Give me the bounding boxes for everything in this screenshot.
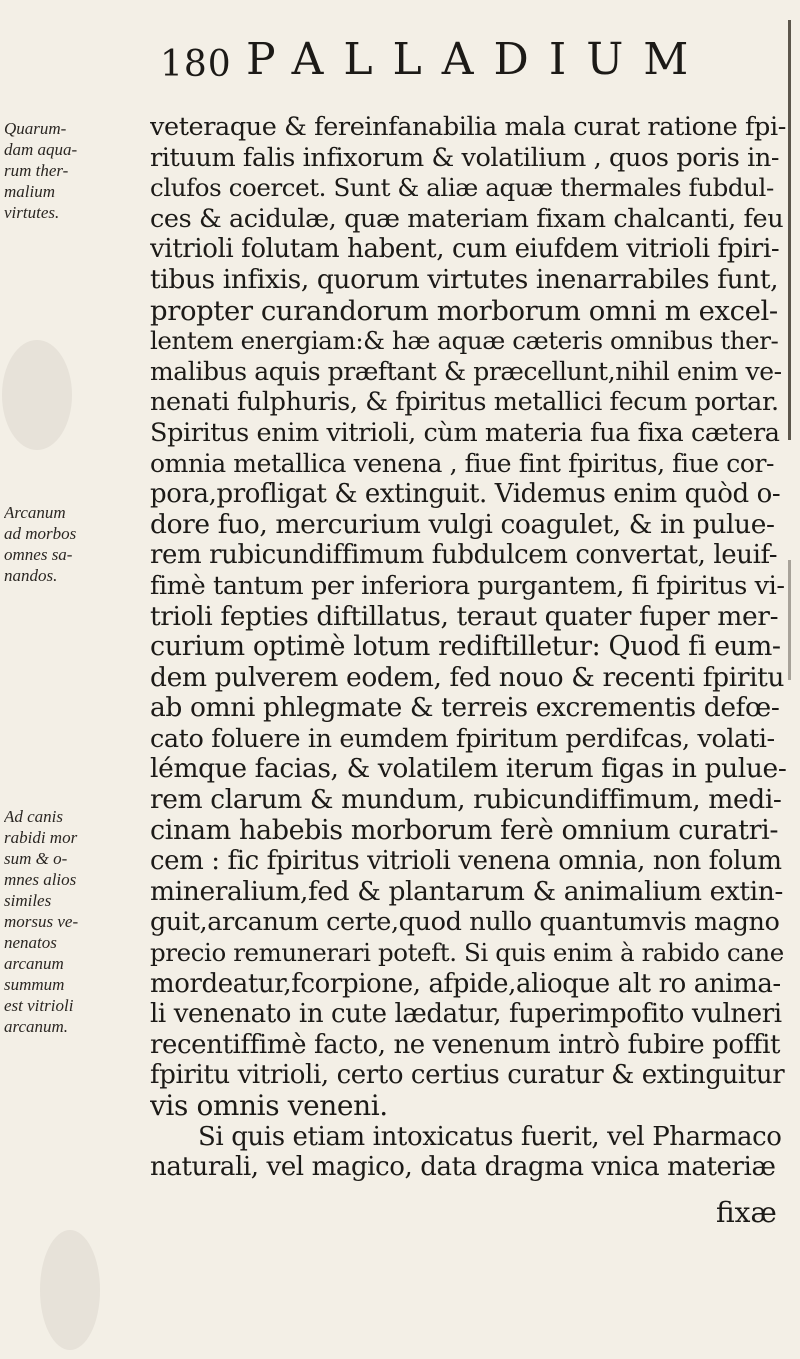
text-line: vis omnis veneni. [150,1091,388,1122]
text-line: naturali, vel magico, data dragma vnica materiæ [150,1152,776,1183]
margin-note-line: similes [4,891,52,910]
text-line: pora,profligat & extinguit. Videmus enim quòd o- [150,479,781,510]
margin-note-line: nandos. [4,566,58,585]
margin-note-arcanum [4,502,130,586]
paper-stain [2,340,72,450]
margin-note-line: ad morbos [4,524,77,543]
text-line: cinam habebis morborum ferè omnium curatri- [150,815,779,846]
margin-note-line: Arcanum [4,503,66,522]
text-line: curium optimè lotum redіftilletur: Quod fi eum- [150,632,781,663]
page-edge-shadow [788,560,791,680]
text-line: veteraque & fereinfanabilia mala curat ratione fpi- [150,112,786,142]
text-line: rituum falis infixorum & volatilium , quos poris in- [150,142,780,173]
text-line: mineralium,fed & plantarum & animalium extin- [150,876,783,907]
text-line: dem pulverem eodem, fed nouo & recenti fpiritu [150,662,785,693]
margin-note-line: Ad canis [4,807,64,826]
text-line: propter curandorum morborum omni m excel- [150,295,778,327]
text-line: ces & acidulæ, quæ materiam fixam chalcanti, feu [150,203,784,234]
text-line: Spiritus enim vitrioli, cùm materia fua fixa cætera [150,417,780,448]
margin-note-line: virtutes. [4,203,60,222]
running-title: PALLADIUM [246,34,709,85]
margin-note-line: morsus ve- [4,912,79,931]
margin-note-line: arcanum [4,954,64,973]
text-line: mordeatur,fcorpione, afpide,alioque alt ro anima- [150,968,781,999]
catchword: fixæ [716,1196,777,1229]
page-edge-shadow [788,20,791,440]
page-number: 180 [160,44,232,85]
margin-note-line: dam aqua- [4,140,78,159]
margin-note-rabid-dog [4,806,130,1037]
body-text [150,112,786,1183]
text-line: lémque facias, & volatilem iterum figas in pulue- [150,754,786,785]
text-line: fpiritu vitrioli, certo certius curatur & extinguitur [150,1060,785,1091]
text-line: clufos coercet. Sunt & aliæ aquæ thermales fubdul- [150,173,774,203]
margin-note-line: arcanum. [4,1017,69,1036]
text-line: precio remunerari poteft. Si quis enim à rabido cane [150,938,784,968]
text-line: cato foluere in eumdem fpiritum perdifcas, volati- [150,723,775,754]
margin-note-line: rabidi mor [4,828,78,847]
text-line: cem : fic fpiritus vitrioli venena omnia, non folum [150,846,782,877]
text-line: recentiffimè facto, ne venenum intrò fubire poffit [150,1029,781,1060]
text-line: tibus infixis, quorum virtutes inenarrabiles funt, [150,264,779,295]
text-line: malibus aquis præftant & præcellunt,nihil enim ve- [150,356,782,386]
text-line: omnia metallica venena , fiue fint fpiritus, fiue cor- [150,448,775,478]
text-line: nenati fulphuris, & fpiritus metallici fecum portar. [150,387,779,418]
text-line: trioli fepties diftillatus, teraut quater fuper mer- [150,601,779,632]
margin-note-line: est vitrioli [4,996,74,1015]
margin-note-thermal-waters [4,118,130,223]
margin-note-line: nenatos [4,933,57,952]
margin-note-line: summum [4,975,65,994]
margin-note-line: omnes sa- [4,545,73,564]
page-header [160,28,740,88]
text-line: rem clarum & mundum, rubicundiffimum, medi- [150,785,782,816]
text-line: guit,arcanum certe,quod nullo quantumvis magno [150,907,780,938]
text-line: dore fuo, mercurium vulgi coagulet, & in pulue- [150,509,775,540]
margin-note-line: Quarum- [4,119,67,138]
paper-stain [40,1230,100,1350]
margin-note-line: mnes alios [4,870,77,889]
text-line: li venenato in cute lædatur, fuperimpofito vulneri [150,999,782,1030]
text-line: fimè tantum per inferiora purgantem, fi fpiritus vi- [150,570,785,601]
margin-note-line: malium [4,182,55,201]
margin-note-line: rum ther- [4,161,69,180]
text-line: ab omni phlegmate & terreis excrementis defœ- [150,693,780,724]
text-line: rem rubicundiffimum fubdulcem convertat, leuif- [150,540,778,571]
text-line: vitrioli folutam habent, cum eiufdem vitrioli fpiri- [150,234,780,265]
text-line: lentem energiam:& hæ aquæ cæteris omnibus ther- [150,326,779,356]
margin-note-line: sum & o- [4,849,68,868]
text-line: Si quis etiam intoxicatus fuerit, vel Pharmaco [198,1121,782,1152]
